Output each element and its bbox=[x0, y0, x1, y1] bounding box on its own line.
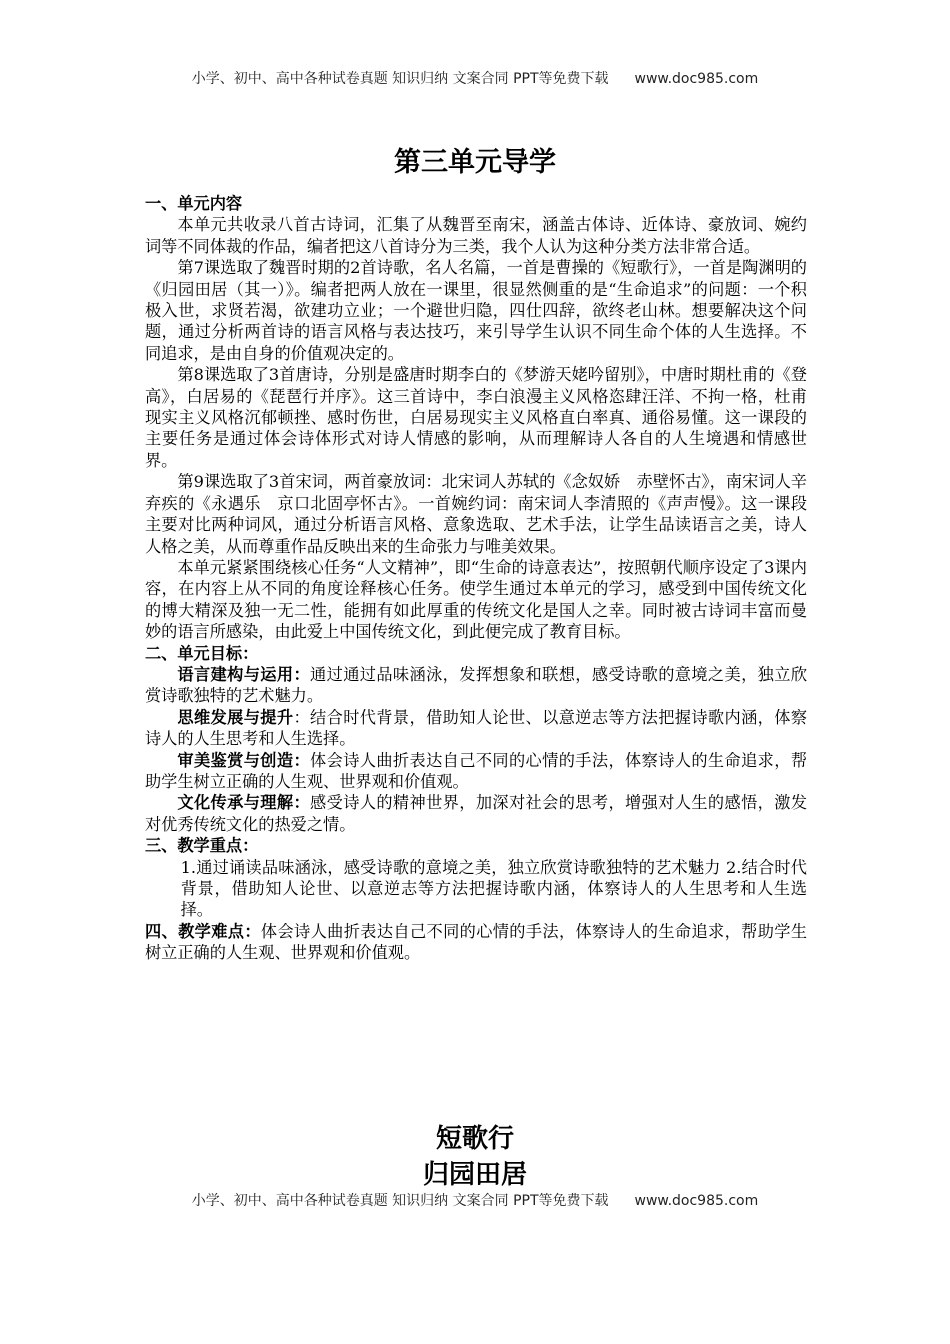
footer-text: 小学、初中、高中各种试卷真题 知识归纳 文案合同 PPT等免费下载 bbox=[191, 1193, 609, 1209]
paragraph: 第7课选取了魏晋时期的2首诗歌，名人名篇，一首是曹操的《短歌行》，一首是陶渊明的《归园田居（其一）》。编者把两人放在一课里，很显然侧重的是“生命追求”的问题：一个积极入世，求贤若渴，欲建功立业；一个避世归隐，四仕四辞，欲终老山林。想要解决这个问题，通过分析两首诗的语言风格与表达技巧，来引导学生认识不同生命个体的人生选择。不同追求，是由自身的价值观决定的。 bbox=[145, 258, 807, 363]
goal-label: 语言建构与运用： bbox=[177, 664, 311, 684]
section-heading-key-points: 三、教学重点： bbox=[145, 836, 259, 856]
paragraph: 本单元紧紧围绕核心任务“人文精神”，即“生命的诗意表达”，按照朝代顺序设定了3课内容，在内容上从不同的角度诠释核心任务。使学生通过本单元的学习，感受到中国传统文化的博大精深及独一无二性，能拥有如此厚重的传统文化是国人之幸。同时被古诗词丰富而曼妙的语言所感染，由此爱上中国传统文化，到此便完成了教育目标。 bbox=[145, 557, 807, 642]
key-points-text: 1.通过诵读品味涵泳，感受诗歌的意境之美，独立欣赏诗歌独特的艺术魅力 2.结合时代背景，借助知人论世、以意逆志等方法把握诗歌内涵，体察诗人的人生思考和人生选择。 bbox=[180, 857, 807, 920]
section-heading-unit-goals: 二、单元目标： bbox=[145, 643, 259, 663]
goal-label: 文化传承与理解： bbox=[177, 793, 311, 813]
header-site-link[interactable]: www.doc985.com bbox=[634, 71, 759, 87]
difficulty-text: 体会诗人曲折表达自己不同的心情的手法，体察诗人的生命追求，帮助学生树立正确的人生观、世界观和价值观。 bbox=[145, 921, 808, 963]
paragraph: 第8课选取了3首唐诗，分别是盛唐时期李白的《梦游天姥吟留别》，中唐时期杜甫的《登高》，白居易的《琵琶行并序》。这三首诗中，李白浪漫主义风格恣肆汪洋、不拘一格，杜甫现实主义风格沉郁顿挫、感时伤世，白居易现实主义风格直白率真、通俗易懂。这一课段的主要任务是通过体会诗体形式对诗人情感的影响，从而理解诗人各自的人生境遇和情感世界。 bbox=[145, 365, 807, 470]
goal-text: 体会诗人曲折表达自己不同的心情的手法，体察诗人的生命追求，帮助学生树立正确的人生观、世界观和价值观。 bbox=[145, 750, 808, 791]
goal-text: 感受诗人的精神世界，加深对社会的思考，增强对人生的感悟，激发对优秀传统文化的热爱之情。 bbox=[145, 793, 808, 834]
difficulty-paragraph bbox=[145, 921, 807, 964]
document-body bbox=[145, 193, 807, 964]
goal-label: 审美鉴赏与创造： bbox=[177, 750, 311, 770]
goal-item bbox=[145, 792, 807, 835]
goal-text: 通过通过品味涵泳，发挥想象和联想，感受诗歌的意境之美，独立欣赏诗歌独特的艺术魅力。 bbox=[145, 664, 808, 706]
page-title: 第三单元导学 bbox=[394, 147, 556, 178]
goal-text: ：结合时代背景，借助知人论世、以意逆志等方法把握诗歌内涵，体察诗人的人生思考和人生选择。 bbox=[145, 707, 808, 749]
goal-item bbox=[145, 707, 807, 750]
page-header bbox=[0, 68, 950, 88]
paragraph: 第9课选取了3首宋词，两首豪放词：北宋词人苏轼的《念奴娇 赤壁怀古》，南宋词人辛弃疾的《永遇乐 京口北固亭怀古》。一首婉约词：南宋词人李清照的《声声慢》。这一课段主要对比两种词风，通过分析语言风格、意象选取、艺术手法，让学生品读语言之美，诗人人格之美，从而尊重作品反映出来的生命张力与唯美效果。 bbox=[145, 472, 807, 556]
header-text: 小学、初中、高中各种试卷真题 知识归纳 文案合同 PPT等免费下载 bbox=[191, 71, 609, 87]
poem-title-duan-ge-xing: 短歌行 bbox=[435, 1124, 514, 1154]
poem-title-gui-yuan-tian-ju: 归园田居 bbox=[422, 1160, 527, 1190]
page-footer bbox=[0, 1190, 950, 1210]
footer-site-link[interactable]: www.doc985.com bbox=[634, 1193, 759, 1209]
goal-label: 思维发展与提升 bbox=[177, 707, 294, 727]
section-heading-difficulties: 四、教学难点： bbox=[145, 921, 261, 941]
paragraph: 本单元共收录八首古诗词，汇集了从魏晋至南宋，涵盖古体诗、近体诗、豪放词、婉约词等不同体裁的作品，编者把这八首诗分为三类，我个人认为这种分类方法非常合适。 bbox=[145, 215, 807, 256]
goal-item bbox=[145, 664, 807, 707]
goal-item bbox=[145, 750, 807, 793]
section-heading-unit-content: 一、单元内容 bbox=[145, 194, 243, 213]
